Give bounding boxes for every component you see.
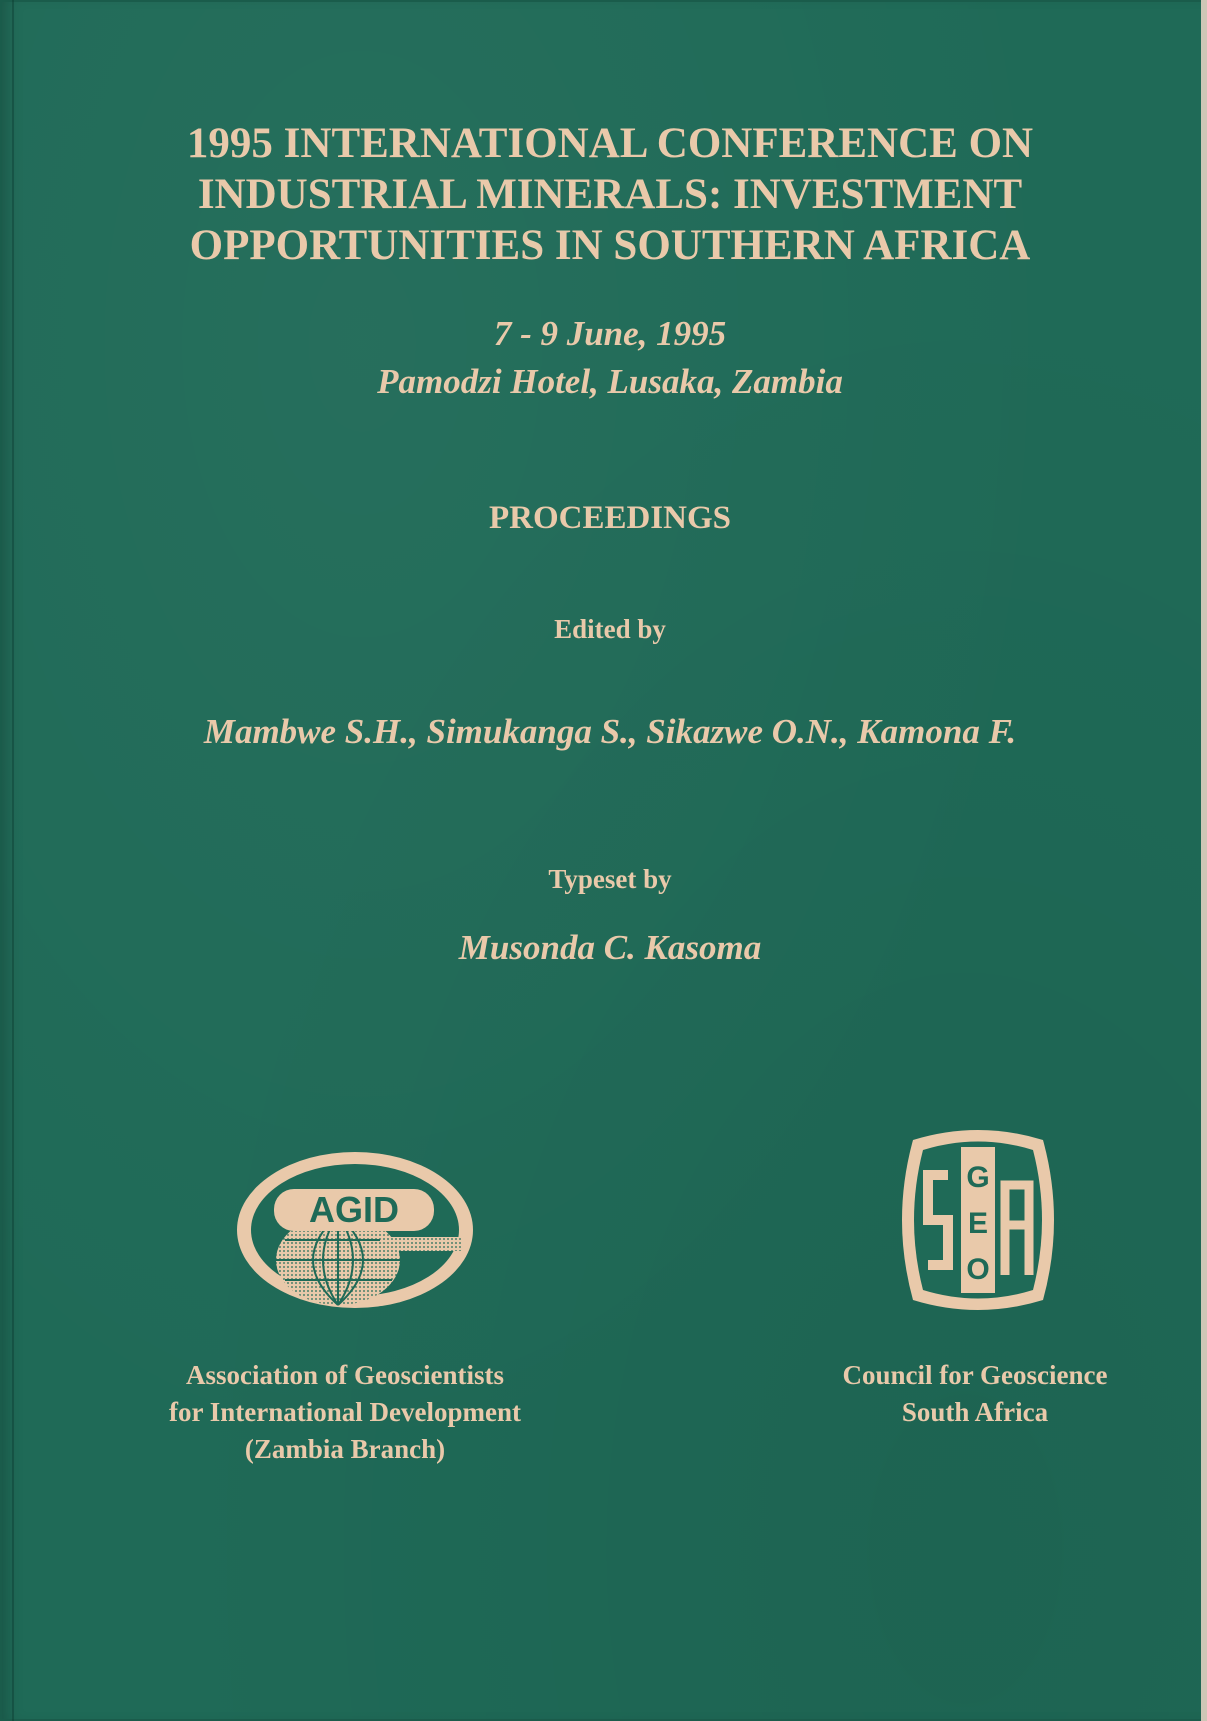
edited-by-label: Edited by: [554, 614, 666, 644]
typeset-by-label: Typeset by: [548, 864, 672, 894]
spine-crease: [12, 0, 14, 1721]
editors-list: Mambwe S.H., Simukanga S., Sikazwe O.N., Kamona F.: [203, 712, 1017, 751]
conference-date-venue: [40, 310, 1180, 406]
council-caption: [800, 1357, 1150, 1431]
title-line-3: OPPORTUNITIES IN SOUTHERN AFRICA: [189, 222, 1031, 269]
conference-title: [60, 118, 1160, 271]
agid-logo: [230, 1145, 480, 1315]
conference-venue: Pamodzi Hotel, Lusaka, Zambia: [377, 362, 843, 401]
svg-text:E: E: [967, 1207, 989, 1240]
agid-caption-line-1: Association of Geoscientists: [186, 1360, 504, 1390]
agid-caption-line-3: (Zambia Branch): [244, 1434, 446, 1464]
svg-text:G: G: [966, 1161, 990, 1194]
typesetter-name: Musonda C. Kasoma: [458, 928, 762, 967]
page-edge: [1201, 0, 1207, 1721]
council-geoscience-logo: [893, 1125, 1063, 1315]
title-line-1: 1995 INTERNATIONAL CONFERENCE ON: [186, 120, 1034, 167]
agid-logo-text: AGID: [309, 1189, 399, 1230]
proceedings-heading: PROCEEDINGS: [488, 500, 732, 536]
agid-caption: [100, 1357, 590, 1468]
conference-date: 7 - 9 June, 1995: [493, 314, 727, 353]
svg-text:O: O: [966, 1253, 990, 1286]
title-line-2: INDUSTRIAL MINERALS: INVESTMENT: [197, 171, 1023, 218]
council-caption-line-1: Council for Geoscience: [842, 1360, 1108, 1390]
agid-caption-line-2: for International Development: [169, 1397, 521, 1427]
council-caption-line-2: South Africa: [901, 1397, 1049, 1427]
